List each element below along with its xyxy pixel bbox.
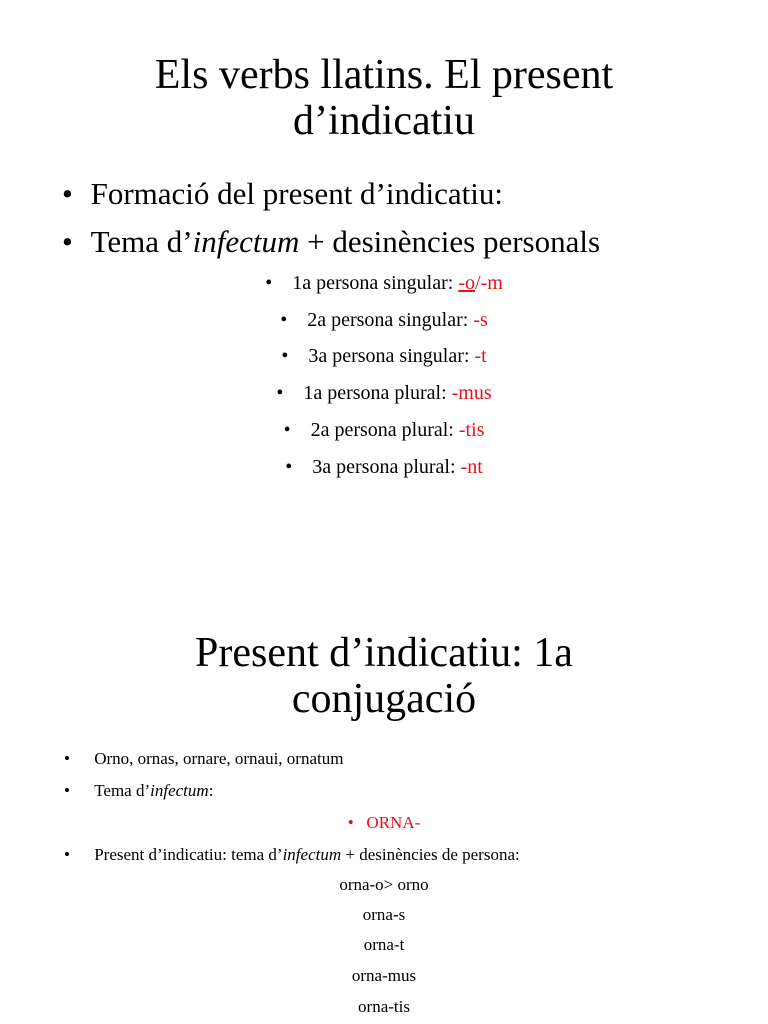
ending-label: 3a persona singular: [308,345,475,367]
item-text-post: : [208,781,214,800]
ending-label: 1a persona plural: [303,382,452,404]
stem-value: ORNA- [366,813,421,832]
bullet-icon: • [280,309,288,331]
bullet-text-italic: infectum [192,224,300,259]
ending-value: -mus [451,382,492,404]
stem-row [0,812,768,833]
bullet-icon: • [62,176,73,211]
item-text-pre: Present d’indicatiu: tema d’ [94,845,283,864]
main-bullet-formation [62,176,503,212]
bullet-icon: • [64,749,70,768]
ending-value: -nt [460,456,483,478]
bullet-icon: • [62,224,73,259]
slide-first-conjugation [0,512,768,1024]
ending-value: -tis [458,419,485,441]
bullet-icon: • [265,272,273,294]
form-row: orna-o> orno [339,875,429,894]
ending-row-3s [0,344,768,368]
title-line-2: d’indicatiu [293,98,475,144]
slide-title [0,52,768,144]
item-principal-parts [64,748,343,769]
bullet-text: Formació del present d’indicatiu: [90,176,503,211]
bullet-text-pre: Tema d’ [90,224,193,259]
item-text-post: + desinències de persona: [341,845,520,864]
bullet-text-post: + desinències personals [299,224,601,259]
ending-label: 2a persona plural: [310,419,459,441]
ending-row-2s [0,308,768,332]
slide-title [0,630,768,722]
title-line-1: Present d’indicatiu: 1a [195,630,573,676]
ending-row-2p [0,418,768,442]
form-row: orna-tis [358,997,410,1016]
ending-label: 1a persona singular: [292,272,459,294]
item-text-pre: Tema d’ [94,781,151,800]
item-text: Orno, ornas, ornare, ornaui, ornatum [94,749,344,768]
ending-row-1s [0,271,768,295]
bullet-icon: • [64,845,70,864]
item-stem-label [64,780,213,801]
ending-value-a: -o [458,272,475,294]
form-row: orna-t [363,935,405,954]
ending-value: -t [474,345,487,367]
main-bullet-stem [62,224,600,260]
bullet-icon: • [281,345,289,367]
item-present-formation [64,844,520,865]
item-text-italic: infectum [282,845,342,864]
bullet-icon: • [285,456,293,478]
ending-label: 2a persona singular: [307,309,474,331]
ending-row-1p [0,381,768,405]
bullet-icon: • [283,419,291,441]
ending-label: 3a persona plural: [312,456,461,478]
title-line-1: Els verbs llatins. El present [154,52,614,98]
title-line-2: conjugació [291,676,477,722]
ending-value: -s [473,309,488,331]
form-row: orna-s [362,905,406,924]
ending-row-3p [0,455,768,479]
form-row: orna-mus [351,966,417,985]
bullet-icon: • [64,781,70,800]
bullet-icon: • [276,382,284,404]
bullet-icon: • [347,813,354,832]
ending-value-b: /-m [474,272,503,294]
item-text-italic: infectum [150,781,209,800]
